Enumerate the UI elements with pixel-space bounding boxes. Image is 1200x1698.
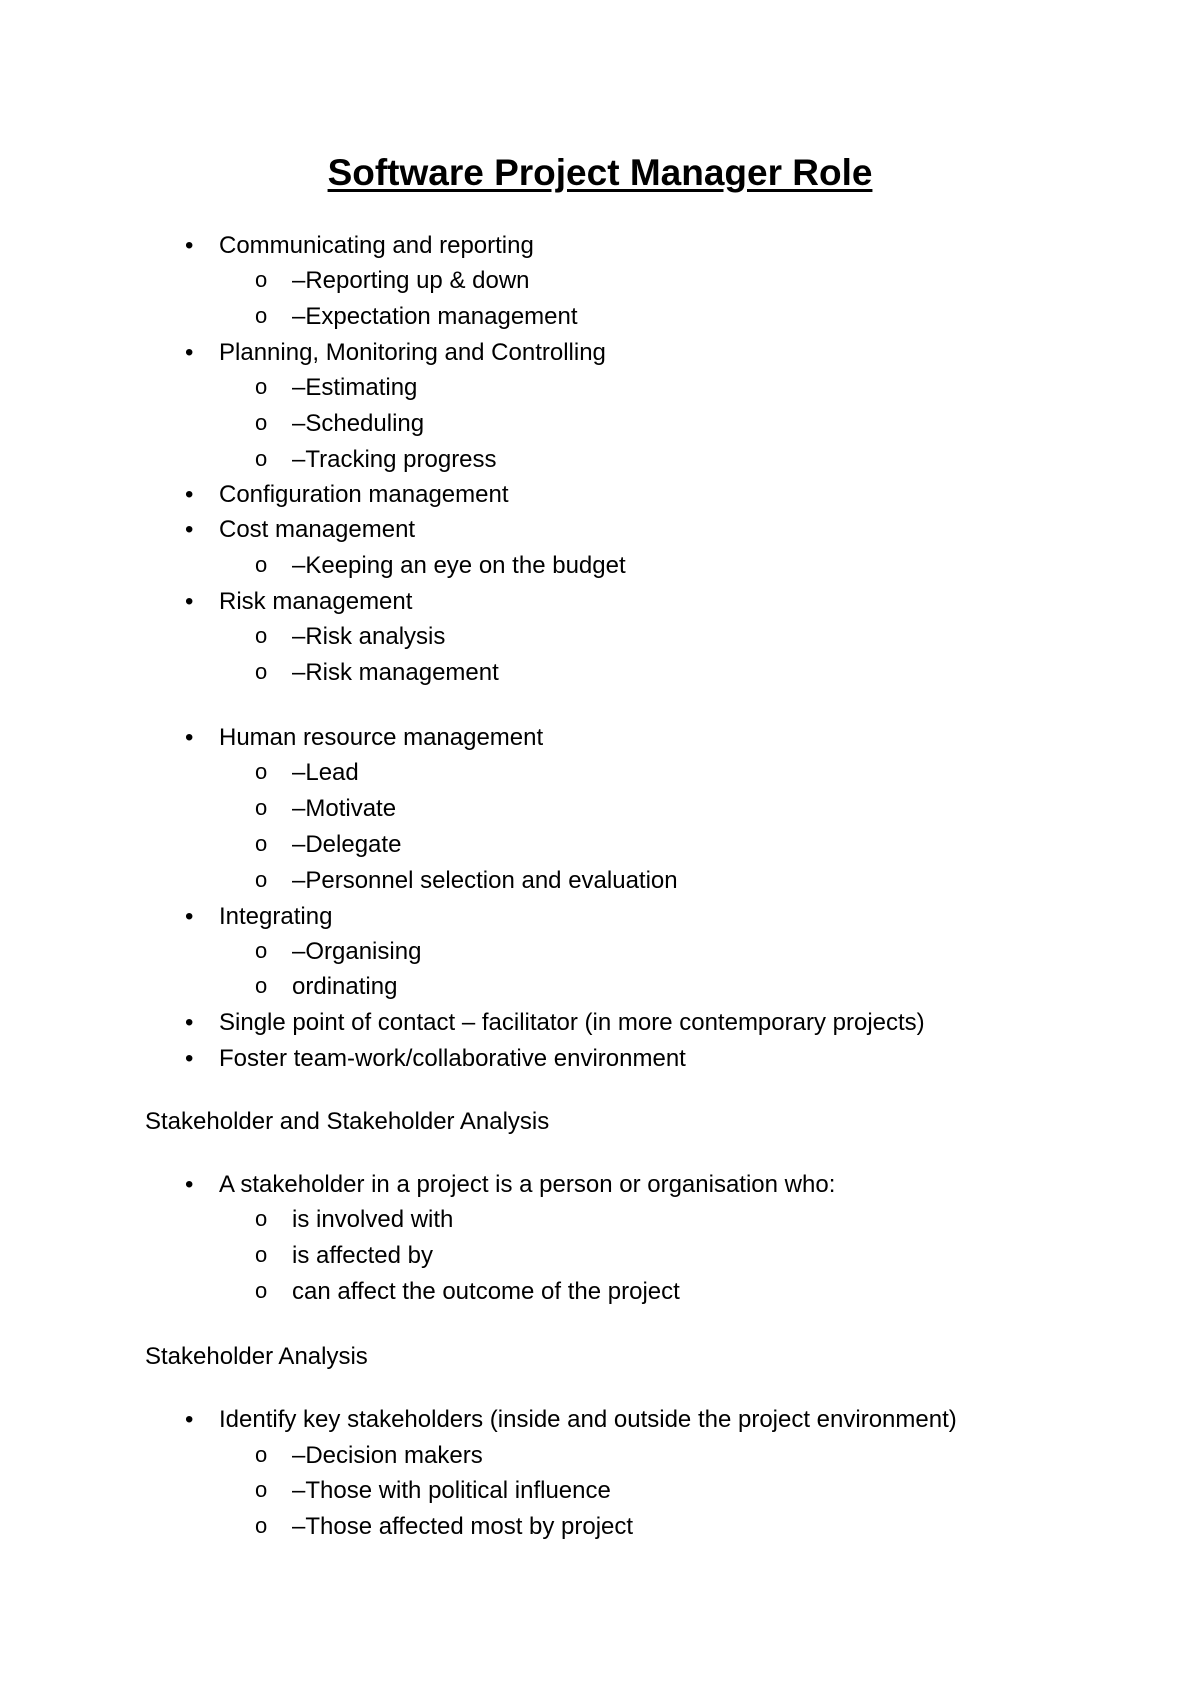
sub-list-item [255,1476,611,1506]
sub-list-item [255,445,497,475]
sub-list-item [255,373,418,403]
list-item-text: A stakeholder in a project is a person or organisation who: [219,1171,836,1198]
sub-bullet-icon: o [255,374,268,399]
list-item-text: –Personnel selection and evaluation [292,867,678,894]
list-item-text: –Keeping an eye on the budget [292,552,626,579]
list-item-text: is affected by [292,1242,433,1269]
sub-list-item [255,1441,483,1471]
list-item-text: –Lead [292,759,359,786]
bullet-icon: • [185,1171,194,1198]
list-item-text: is involved with [292,1206,454,1233]
sub-list-item [255,266,530,296]
sub-bullet-icon: o [255,831,268,856]
list-item [185,902,333,932]
bullet-icon: • [185,1009,194,1036]
sub-list-item [255,1205,454,1235]
sub-list-item [255,622,446,652]
sub-list-item [255,972,398,1002]
list-item-text: Risk management [219,588,413,615]
sub-list-item [255,830,402,860]
sub-list-item [255,1277,680,1307]
list-item-text: –Organising [292,938,422,965]
sub-bullet-icon: o [255,446,268,471]
list-item [185,723,544,753]
sub-list-item [255,409,425,439]
list-item [185,231,534,261]
sub-bullet-icon: o [255,1278,268,1303]
list-item-text: –Risk analysis [292,623,446,650]
sub-bullet-icon: o [255,938,268,963]
list-item-text: Identify key stakeholders (inside and outside the project environment) [219,1406,957,1433]
sub-list-item [255,1512,634,1542]
sub-bullet-icon: o [255,759,268,784]
list-item-text: Foster team-work/collaborative environment [219,1045,686,1072]
sub-bullet-icon: o [255,552,268,577]
list-item-text: Configuration management [219,481,509,508]
sub-bullet-icon: o [255,623,268,648]
list-item-text: –Reporting up & down [292,267,530,294]
list-item-text: Cost management [219,516,416,543]
sub-bullet-icon: o [255,410,268,435]
bullet-icon: • [185,588,194,615]
list-item-text: ordinating [292,973,398,1000]
sub-bullet-icon: o [255,1206,268,1231]
bullet-icon: • [185,724,194,751]
list-item [185,480,509,510]
list-item [185,587,413,617]
sub-bullet-icon: o [255,267,268,292]
sub-bullet-icon: o [255,973,268,998]
list-item [185,1405,957,1435]
list-item-text: Integrating [219,903,333,930]
sub-bullet-icon: o [255,795,268,820]
list-item [185,515,416,545]
bullet-icon: • [185,339,194,366]
sub-bullet-icon: o [255,659,268,684]
bullet-icon: • [185,1406,194,1433]
list-item-text: –Expectation management [292,303,578,330]
list-item-text: –Risk management [292,659,499,686]
list-item-text: –Those affected most by project [292,1513,634,1540]
section-heading-stakeholder-and-analysis: Stakeholder and Stakeholder Analysis [145,1108,550,1135]
list-item [185,1170,836,1200]
sub-list-item [255,758,359,788]
sub-bullet-icon: o [255,1513,268,1538]
sub-list-item [255,794,397,824]
list-item-text: Planning, Monitoring and Controlling [219,339,606,366]
list-item-text: –Motivate [292,795,397,822]
bullet-icon: • [185,903,194,930]
bullet-icon: • [185,1045,194,1072]
sub-list-item [255,302,578,332]
list-item-text: Human resource management [219,724,544,751]
bullet-icon: • [185,481,194,508]
sub-list-item [255,658,499,688]
sub-list-item [255,937,422,967]
section-heading-stakeholder-analysis: Stakeholder Analysis [145,1343,368,1370]
list-item-text: –Scheduling [292,410,425,437]
sub-bullet-icon: o [255,1442,268,1467]
sub-bullet-icon: o [255,303,268,328]
list-item [185,1008,925,1038]
list-item-text: can affect the outcome of the project [292,1278,680,1305]
sub-list-item [255,551,626,581]
list-item-text: Communicating and reporting [219,232,534,259]
sub-bullet-icon: o [255,867,268,892]
list-item-text: –Delegate [292,831,402,858]
sub-list-item [255,1241,433,1271]
sub-bullet-icon: o [255,1242,268,1267]
sub-list-item [255,866,678,896]
sub-bullet-icon: o [255,1477,268,1502]
list-item-text: –Tracking progress [292,446,497,473]
page-title: Software Project Manager Role [327,152,873,193]
bullet-icon: • [185,232,194,259]
list-item-text: –Decision makers [292,1442,483,1469]
bullet-icon: • [185,516,194,543]
list-item-text: –Estimating [292,374,418,401]
list-item-text: Single point of contact – facilitator (in more contemporary projects) [219,1009,925,1036]
list-item [185,1044,686,1074]
list-item-text: –Those with political influence [292,1477,611,1504]
list-item [185,338,606,368]
